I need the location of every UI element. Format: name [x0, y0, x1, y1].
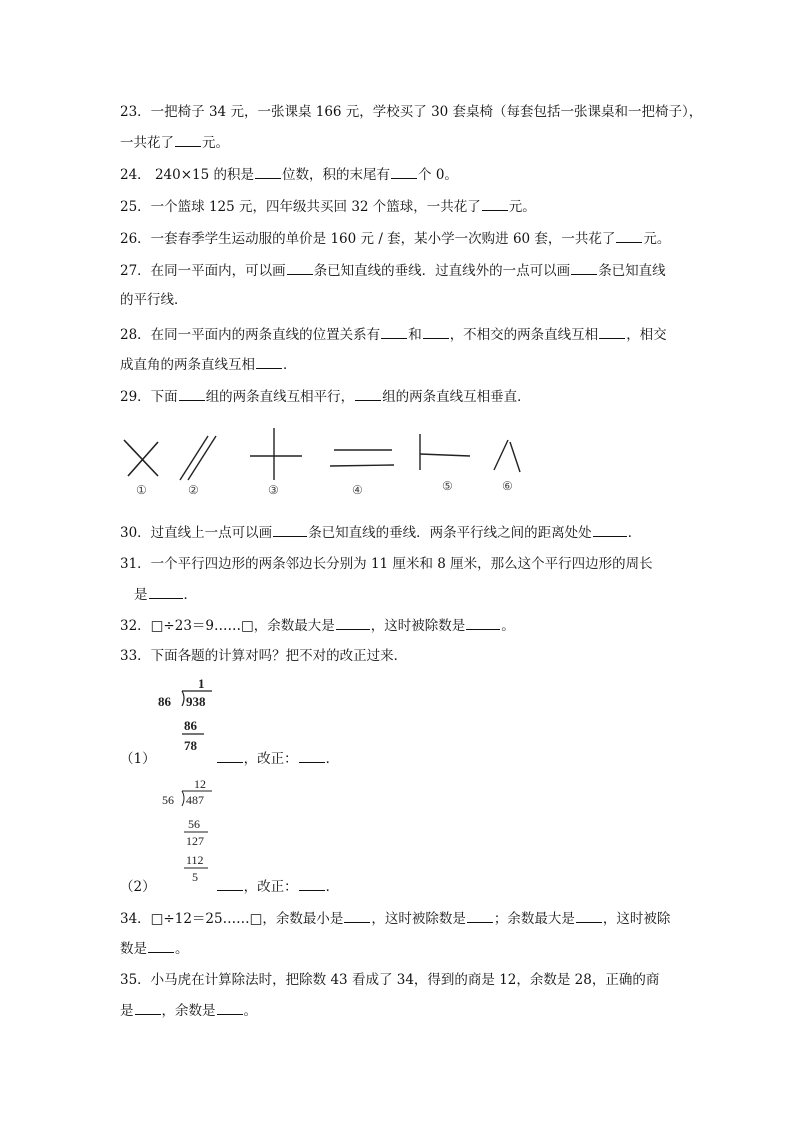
- question-25: 25．一个篮球 125 元，四年级共买回 32 个篮球，一共花了 元。: [120, 199, 536, 215]
- answer-blank[interactable]: [355, 388, 381, 401]
- answer-blank[interactable]: [299, 750, 325, 763]
- question-26: 26．一套春季学生运动服的单价是 160 元 / 套，某小学一次购进 60 套，一共花了 元。: [120, 231, 671, 247]
- answer-blank[interactable]: [381, 326, 407, 339]
- question-31-line2: 是 ．: [134, 587, 197, 603]
- figure-label-6: ⑥: [502, 479, 513, 493]
- answer-blank[interactable]: [599, 326, 625, 339]
- product-2b: 112: [186, 853, 204, 867]
- answer-blank[interactable]: [616, 230, 642, 243]
- dividend-2: 487: [186, 793, 204, 807]
- answer-blank[interactable]: [576, 910, 602, 923]
- answer-blank[interactable]: [217, 1002, 243, 1015]
- long-division-2: [162, 776, 222, 886]
- figure-1: [124, 440, 158, 497]
- answer-blank[interactable]: [273, 524, 307, 537]
- question-31-line1: 31．一个平行四边形的两条邻边长分别为 11 厘米和 8 厘米，那么这个平行四边形的周长: [120, 556, 653, 572]
- remainder-2: 5: [192, 870, 198, 884]
- question-30: 30．过直线上一点可以画 条已知直线的垂线．两条平行线之间的距离处处 ．: [120, 525, 642, 541]
- figure-2: [180, 436, 216, 497]
- figure-label-1: ①: [136, 483, 147, 497]
- answer-blank[interactable]: [287, 262, 313, 275]
- answer-blank[interactable]: [466, 617, 500, 630]
- long-division-1: [156, 676, 216, 758]
- figure-3: [250, 428, 302, 497]
- dividend-1: 938: [186, 694, 206, 709]
- answer-blank[interactable]: [217, 750, 243, 763]
- question-35-line1: 35．小马虎在计算除法时，把除数 43 看成了 34，得到的商是 12，余数是 28，正确的商: [120, 972, 660, 988]
- answer-blank[interactable]: [467, 910, 493, 923]
- question-32: 32．□÷23＝9……□，余数最大是 ，这时被除数是 。: [120, 618, 515, 634]
- quotient-2: 12: [194, 777, 206, 791]
- answer-blank[interactable]: [571, 262, 597, 275]
- answer-blank[interactable]: [482, 198, 508, 211]
- answer-blank[interactable]: [175, 134, 201, 147]
- answer-blank[interactable]: [149, 586, 183, 599]
- answer-blank[interactable]: [391, 166, 417, 179]
- answer-blank[interactable]: [148, 940, 174, 953]
- question-23-line1: 23．一把椅子 34 元，一张课桌 166 元，学校买了 30 套桌椅（每套包括一张课桌和一把椅子），: [120, 104, 703, 120]
- answer-blank[interactable]: [256, 356, 282, 369]
- question-23-line2: 一共花了 元。: [120, 135, 229, 151]
- figure-4: [330, 450, 394, 497]
- question-33-part1: （1） ，改正： ．: [120, 751, 340, 767]
- question-27-line1: 27．在同一平面内，可以画 条已知直线的垂线．过直线外的一点可以画 条已知直线: [120, 263, 666, 279]
- answer-blank[interactable]: [179, 388, 205, 401]
- step-2: 127: [186, 834, 204, 848]
- figure-label-3: ③: [268, 483, 279, 497]
- question-24: 24． 240×15 的积是 位数，积的末尾有 个 0。: [120, 167, 458, 183]
- figure-label-5: ⑤: [442, 479, 453, 493]
- figure-6: [494, 440, 520, 493]
- answer-blank[interactable]: [423, 326, 449, 339]
- divisor-1: 86: [158, 694, 171, 709]
- question-28-line2: 成直角的两条直线互相 ．: [120, 357, 297, 373]
- question-27-line2: 的平行线．: [120, 292, 188, 308]
- question-33-part2: （2） ，改正： ．: [120, 879, 340, 895]
- product-2a: 56: [188, 817, 200, 831]
- answer-blank[interactable]: [344, 910, 370, 923]
- quotient-1: 1: [198, 676, 205, 691]
- question-35-line2: 是 ，余数是 。: [120, 1003, 257, 1019]
- question-34-line2: 数是 。: [120, 941, 189, 957]
- answer-blank[interactable]: [255, 166, 281, 179]
- question-33: 33．下面各题的计算对吗？把不对的改正过来．: [120, 648, 408, 664]
- figure-label-4: ④: [352, 483, 363, 497]
- figure-5: [420, 434, 470, 493]
- answer-blank[interactable]: [299, 878, 325, 891]
- question-29: 29．下面 组的两条直线互相平行， 组的两条直线互相垂直．: [120, 389, 531, 405]
- answer-blank[interactable]: [593, 524, 627, 537]
- line-pairs-figure: [118, 418, 538, 500]
- question-28-line1: 28．在同一平面内的两条直线的位置关系有 和 ，不相交的两条直线互相 ，相交: [120, 327, 667, 343]
- product-1: 86: [184, 718, 197, 733]
- answer-blank[interactable]: [135, 1002, 161, 1015]
- remainder-1: 78: [184, 738, 197, 753]
- answer-blank[interactable]: [217, 878, 243, 891]
- question-34-line1: 34．□÷12＝25……□，余数最小是 ，这时被除数是 ；余数最大是 ，这时被除: [120, 911, 671, 927]
- answer-blank[interactable]: [336, 617, 370, 630]
- divisor-2: 56: [162, 793, 174, 807]
- figure-label-2: ②: [188, 483, 199, 497]
